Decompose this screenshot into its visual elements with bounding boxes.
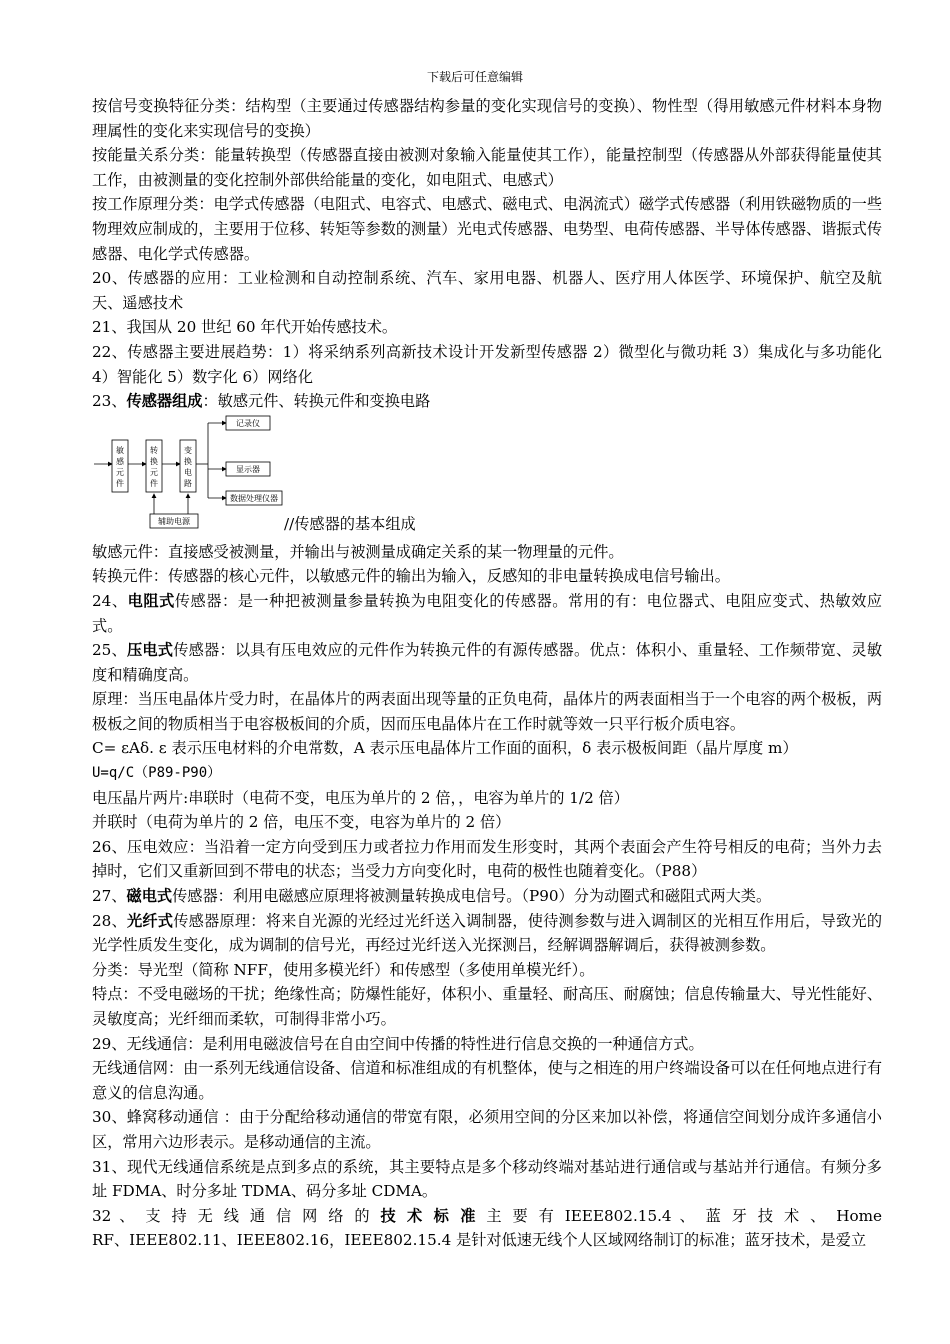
transform-char: 路	[184, 478, 192, 488]
paragraph-25	[92, 638, 882, 687]
transform-char: 换	[184, 456, 192, 466]
item-text: 传感器：是一种把被测量参量转换为电阻变化的传感器。常用的有：电位器式、电阻应变式、热敏效应式。	[92, 591, 883, 635]
fiber-classification: 分类：导光型（简称 NFF，使用多模光纤）和传感型（多使用单模光纤）。	[92, 960, 595, 979]
paragraph-principle: 原理：当压电晶体片受力时，在晶体片的两表面出现等量的正负电荷，晶体片的两表面相当于一个电容的两个极板，两极板之间的物质相当于电容极板间的介质，因而压电晶体片在工作时就等效一只平行板介质电容。	[92, 690, 882, 733]
item-text: 主 要 有 IEEE802.15.4 、 蓝 牙 技 术 、 Home	[478, 1206, 882, 1225]
item-text: 传感器：以具有压电效应的元件作为转换元件的有源传感器。优点：体积小、重量轻、工作频带宽、灵敏度和精确度高。	[92, 641, 883, 684]
paragraph-energy-classification: 按能量关系分类：能量转换型（传感器直接由被测对象输入能量使其工作），能量控制型（传感器从外部获得能量使其工作，由被测量的变化控制外部供给能量的变化，如电阻式、电感式）	[92, 146, 882, 189]
formula-capacitance: C= εAδ. ε 表示压电材料的介电常数，A 表示压电晶体片工作面的面积，δ 表示极板间距（晶片厚度 m）	[92, 739, 798, 758]
processor-label: 数据处理仪器	[230, 493, 278, 503]
convert-char: 转	[150, 445, 158, 455]
transform-char: 变	[184, 445, 192, 455]
paragraph-principle-classification: 按工作原理分类：电学式传感器（电阻式、电容式、电感式、磁电式、电涡流式）磁学式传感器（利用铁磁物质的一些物理效应制成的，主要用于位移、转矩等参数的测量）光电式传感器、电势型、电荷传感器、半导体传感器、谐振式传感器、电化学式传感器。	[92, 195, 882, 263]
formula-voltage: U=q/C（P89-P90）	[92, 765, 222, 782]
parallel-connection: 并联时（电荷为单片的 2 倍，电压不变，电容为单片的 2 倍）	[92, 813, 511, 832]
conversion-element-definition: 转换元件：传感器的核心元件，以敏感元件的输出为输入，反感知的非电量转换成电信号输出。	[92, 567, 730, 586]
paragraph-30: 30、蜂窝移动通信 ：由于分配给移动通信的带宽有限，必须用空间的分区来加以补偿，将通信空间划分成许多通信小区，常用六边形表示。是移动通信的主流。	[92, 1108, 882, 1151]
paragraph-signal-classification: 按信号变换特征分类：结构型（主要通过传感器结构参量的变化实现信号的变换）、物性型（得用敏感元件材料本身物理属性的变化来实现信号的变换）	[92, 97, 882, 140]
document-body	[92, 94, 882, 1253]
item-text: 32 、 支 持 无 线 通 信 网 络 的	[92, 1206, 381, 1225]
paragraph-24	[92, 589, 882, 638]
aux-power-label: 辅助电源	[158, 516, 190, 526]
bold-term: 传感器组成	[126, 392, 203, 411]
convert-char: 件	[150, 478, 158, 488]
paragraph-22: 22、传感器主要进展趋势：1）将采纳系列高新技术设计开发新型传感器 2）微型化与微功耗 3）集成化与多功能化 4）智能化 5）数字化 6）网络化	[92, 342, 882, 386]
paragraph-31: 31、现代无线通信系统是点到多点的系统，其主要特点是多个移动终端对基站进行通信或与基站并行通信。有频分多址 FDMA、时分多址 TDMA、码分多址 CDMA。	[92, 1157, 882, 1201]
convert-char: 换	[150, 456, 158, 466]
diagram-caption: //传感器的基本组成	[284, 514, 416, 533]
page-header: 下载后可任意编辑	[426, 70, 523, 84]
series-connection: 电压晶片两片:串联时（电荷不变，电压为单片的 2 倍，，电容为单片的 1/2 倍）	[92, 788, 629, 807]
convert-char: 元	[150, 467, 158, 477]
sensor-composition-diagram	[92, 414, 882, 540]
bold-term: 技 术 标 准	[380, 1206, 479, 1225]
paragraph-20: 20、传感器的应用：工业检测和自动控制系统、汽车、家用电器、机器人、医疗用人体医学、环境保护、航空及航天、遥感技术	[92, 269, 882, 312]
display-label: 显示器	[236, 464, 260, 474]
item-number: 23、	[92, 392, 127, 411]
item-text: ：敏感元件、转换元件和变换电路	[202, 392, 431, 411]
block-diagram	[92, 414, 292, 540]
recorder-label: 记录仪	[236, 418, 260, 428]
sensitive-char: 敏	[116, 445, 124, 455]
paragraph-28	[92, 909, 882, 958]
bold-term: 压电式	[126, 641, 174, 660]
paragraph-21: 21、我国从 20 世纪 60 年代开始传感技术。	[92, 318, 398, 337]
paragraph-26: 26、压电效应：当沿着一定方向受到压力或者拉力作用而发生形变时，其两个表面会产生符号相反的电荷；当外力去掉时，它们又重新回到不带电的状态；当受力方向变化时，电荷的极性也随着变化。（P88）	[92, 837, 882, 881]
paragraph-27	[92, 884, 882, 909]
paragraph-32-continued: RF、IEEE802.11、IEEE802.16，IEEE802.15.4 是针对低速无线个人区域网络制订的标准；蓝牙技术，是爱立	[92, 1231, 867, 1250]
wireless-network-definition: 无线通信网：由一系列无线通信设备、信道和标准组成的有机整体，使与之相连的用户终端设备可以在任何地点进行有意义的信息沟通。	[92, 1059, 882, 1102]
item-text: 传感器：利用电磁感应原理将被测量转换成电信号。（P90）分为动圈式和磁阻式两大类。	[172, 887, 772, 906]
item-text: 传感器原理：将来自光源的光经过光纤送入调制器，使待测参数与进入调制区的光相互作用后，导致光的光学性质发生变化，成为调制的信号光，再经过光纤送入光探测吕，经解调器解调后，获得被测参数。	[92, 911, 883, 955]
paragraph-23	[92, 389, 882, 414]
bold-term: 电阻式	[127, 591, 175, 610]
paragraph-32	[92, 1204, 882, 1229]
item-number: 28、	[92, 911, 127, 930]
bold-term: 磁电式	[126, 887, 173, 906]
item-number: 27、	[92, 887, 127, 906]
transform-char: 电	[184, 467, 192, 477]
fiber-features: 特点：不受电磁场的干扰；绝缘性高；防爆性能好，体积小、重量轻、耐高压、耐腐蚀；信息传输量大、导光性能好、灵敏度高；光纤细而柔软，可制得非常小巧。	[92, 985, 882, 1028]
item-number: 24、	[92, 591, 128, 610]
sensitive-element-definition: 敏感元件：直接感受被测量，并输出与被测量成确定关系的某一物理量的元件。	[92, 542, 624, 561]
paragraph-29: 29、无线通信：是利用电磁波信号在自由空间中传播的特性进行信息交换的一种通信方式。	[92, 1034, 704, 1053]
sensitive-char: 件	[116, 478, 124, 488]
bold-term: 光纤式	[126, 911, 174, 930]
item-number: 25、	[92, 641, 127, 660]
sensitive-char: 感	[116, 456, 124, 466]
sensitive-char: 元	[116, 467, 124, 477]
